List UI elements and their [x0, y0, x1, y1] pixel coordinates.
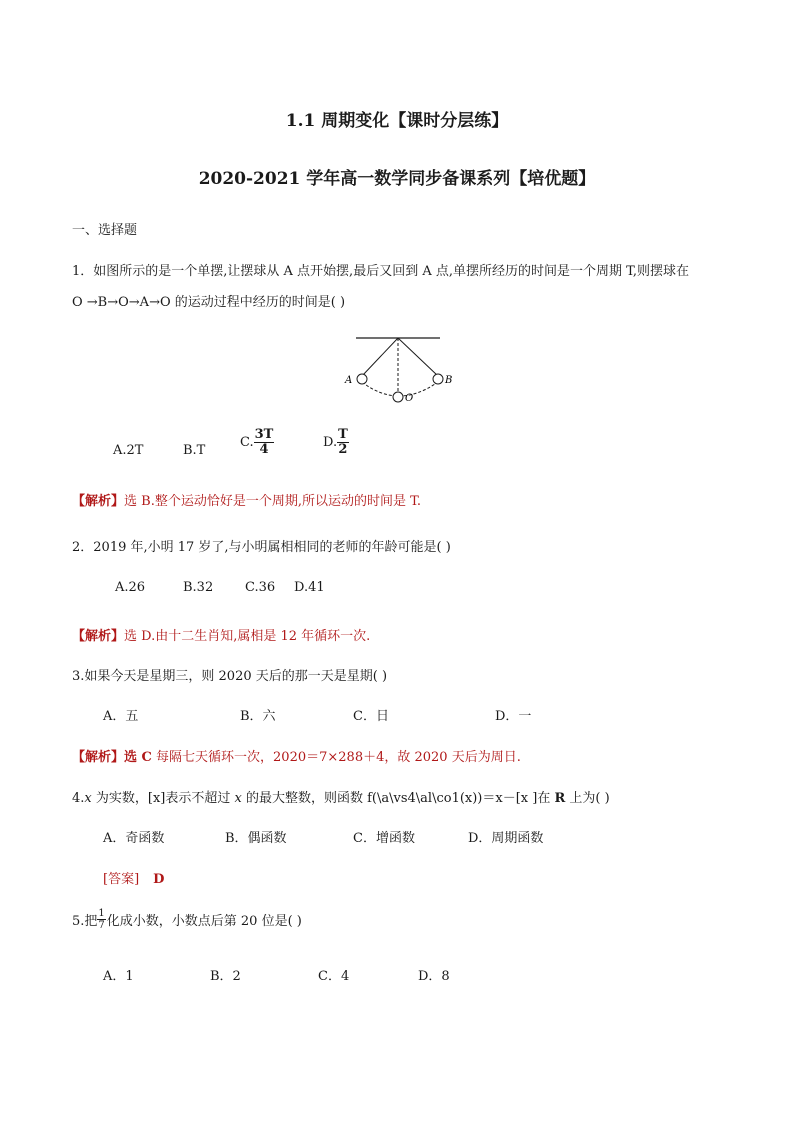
- q2-option-b[interactable]: B.32: [183, 580, 214, 595]
- q3-analysis-choice: 选 C: [124, 750, 152, 765]
- q5-option-b[interactable]: B．2: [210, 969, 241, 984]
- ball-b-icon: [433, 374, 443, 384]
- q5-fraction: $\frac{1}{7}$: [98, 908, 105, 931]
- q2-analysis: [72, 625, 370, 644]
- q4-answer-label: [答案]: [103, 872, 140, 887]
- q1-option-c-fraction: $\frac{3T}{4}$: [254, 427, 274, 457]
- q5-text: 5.把 $\frac{1}{7}$ 化成小数，小数点后第 20 位是( ): [72, 908, 302, 931]
- q4-option-c[interactable]: C．增函数: [353, 831, 415, 846]
- q4-answer: [103, 868, 164, 887]
- q4-option-d[interactable]: D．周期函数: [468, 831, 544, 846]
- q3-option-c[interactable]: C．日: [353, 709, 389, 724]
- q3-option-a[interactable]: A．五: [103, 709, 139, 724]
- pendulum-diagram: [340, 330, 460, 410]
- q3-text: 3.如果今天是星期三，则 2020 天后的那一天是星期( ): [72, 669, 388, 684]
- q3-option-d[interactable]: D．一: [495, 709, 532, 724]
- analysis-tag: 【解析】: [72, 629, 125, 644]
- q4-option-b[interactable]: B．偶函数: [225, 831, 287, 846]
- page-subtitle: 2020-2021 学年高一数学同步备课系列【培优题】: [198, 169, 596, 189]
- analysis-tag: 【解析】: [72, 494, 125, 509]
- q5-option-a[interactable]: A．1: [103, 969, 134, 984]
- q1-option-d-label: D.: [323, 435, 338, 450]
- q5-option-c[interactable]: C．4: [318, 969, 350, 984]
- q1-analysis-text: 选 B.整个运动恰好是一个周期,所以运动的时间是 T.: [124, 494, 421, 509]
- q1-text-line1: 1．如图所示的是一个单摆,让摆球从 A 点开始摆,最后又回到 A 点,单摆所经历的时间是一个周期 T,则摆球在: [72, 264, 689, 279]
- q3-analysis-text: 每隔七天循环一次，2020＝7×288＋4，故 2020 天后为周日.: [151, 750, 521, 765]
- ball-o-icon: [393, 392, 403, 402]
- q1-option-c-label: C.: [240, 435, 254, 450]
- analysis-tag: 【解析】: [72, 750, 125, 765]
- q4-answer-value: D: [153, 872, 165, 887]
- q4-text: 4.x 为实数，[x]表示不超过 x 的最大整数，则函数 f(\a\vs4\al\co1(x))＝x－[x ]在 R 上为( ): [72, 791, 610, 806]
- q1-option-c[interactable]: [240, 428, 274, 457]
- q2-option-d[interactable]: D.41: [294, 580, 325, 595]
- q1-option-d[interactable]: [323, 428, 349, 457]
- q1-analysis: [72, 490, 421, 509]
- q2-text: 2．2019 年,小明 17 岁了,与小明属相相同的老师的年龄可能是( ): [72, 540, 451, 555]
- q3-analysis: [72, 746, 521, 765]
- section-heading: 一、选择题: [72, 223, 138, 238]
- label-a: A: [345, 375, 353, 386]
- q2-option-c[interactable]: C.36: [245, 580, 276, 595]
- q4-option-a[interactable]: A．奇函数: [103, 831, 165, 846]
- q2-analysis-text: 选 D.由十二生肖知,属相是 12 年循环一次.: [124, 629, 371, 644]
- q1-text-line2: O →B→O→A→O 的运动过程中经历的时间是( ): [72, 295, 346, 310]
- label-b: B: [445, 375, 453, 386]
- q1-option-d-fraction: $\frac{T}{2}$: [338, 427, 348, 457]
- q3-option-b[interactable]: B．六: [240, 709, 276, 724]
- q5-option-d[interactable]: D．8: [418, 969, 450, 984]
- q1-option-b[interactable]: B.T: [183, 443, 206, 458]
- ball-a-icon: [357, 374, 367, 384]
- label-o: O: [405, 393, 414, 404]
- q2-option-a[interactable]: A.26: [115, 580, 146, 595]
- page-title: 1.1 周期变化【课时分层练】: [285, 111, 509, 131]
- q1-option-a[interactable]: A.2T: [113, 443, 144, 458]
